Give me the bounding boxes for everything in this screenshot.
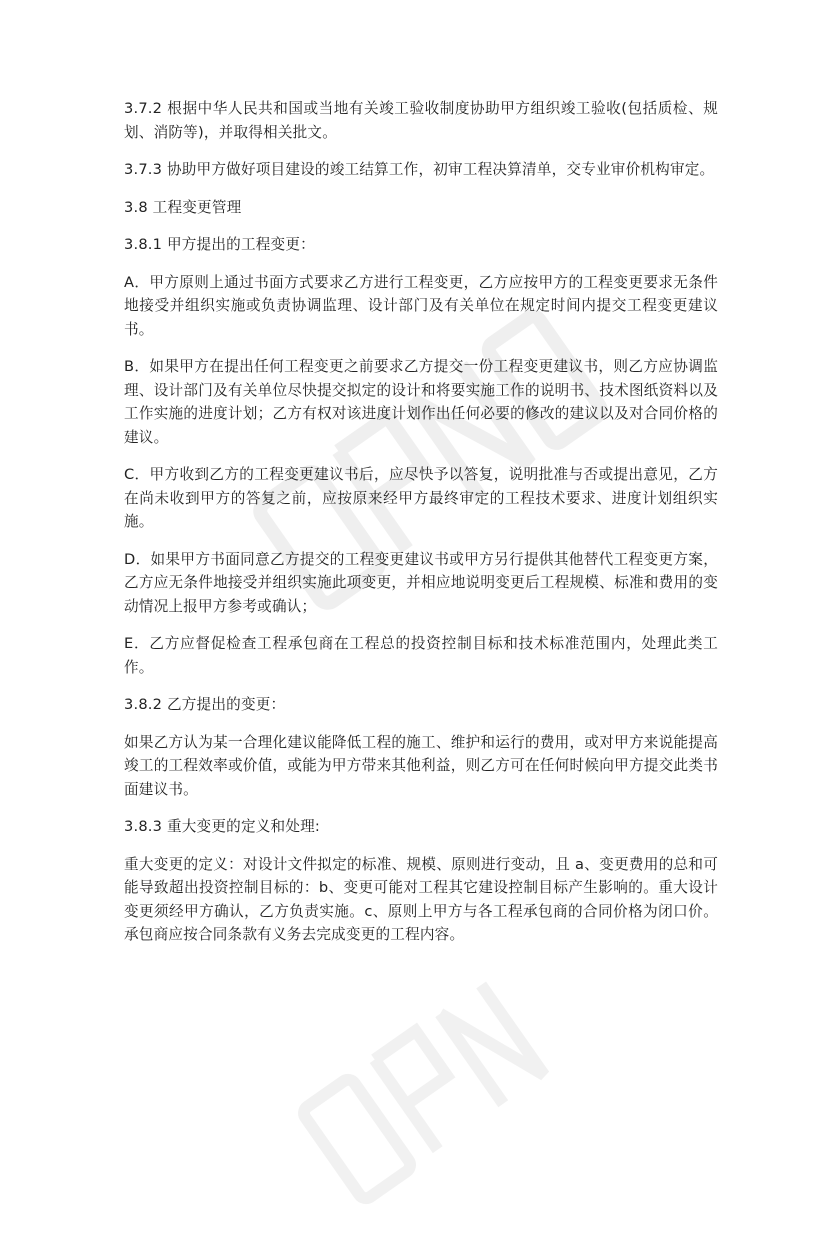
section-heading-3-8: 3.8 工程变更管理 xyxy=(124,198,242,216)
watermark-icon xyxy=(276,920,625,1240)
paragraph-item-c: C．甲方收到乙方的工程变更建议书后，应尽快予以答复，说明批准与否或提出意见，乙方在尚未收到甲方的答复之前，应按原来经甲方最终审定的工程技术要求、进度计划组织实施。 xyxy=(124,466,718,530)
paragraph-3-8-3-body: 重大变更的定义：对设计文件拟定的标准、规模、原则进行变动，且 a、变更费用的总和可能导致超出投资控制目标的：b、变更可能对工程其它建设控制目标产生影响的。重大设计变更须经甲方确认，乙方负责实施。c、原则上甲方与各工程承包商的合同价格为闭口价。承包商应按合同条款有义务去完成变更的工程内容。 xyxy=(124,855,718,943)
subsection-heading-3-8-3: 3.8.3 重大变更的定义和处理: xyxy=(124,818,321,835)
paragraph-3-7-2: 3.7.2 根据中华人民共和国或当地有关竣工验收制度协助甲方组织竣工验收(包括质检、规划、消防等)，并取得相关批文。 xyxy=(124,100,718,141)
subsection-heading-3-8-1: 3.8.1 甲方提出的工程变更： xyxy=(124,236,315,253)
paragraph-item-d: D．如果甲方书面同意乙方提交的工程变更建议书或甲方另行提供其他替代工程变更方案，乙方应无条件地接受并组织实施此项变更，并相应地说明变更后工程规模、标准和费用的变动情况上报甲方参考或确认； xyxy=(124,550,718,615)
document-body xyxy=(124,97,718,961)
paragraph-3-7-3: 3.7.3 协助甲方做好项目建设的竣工结算工作，初审工程决算清单，交专业审价机构审定。 xyxy=(124,161,715,178)
paragraph-item-e: E．乙方应督促检查工程承包商在工程总的投资控制目标和技术标准范围内，处理此类工作。 xyxy=(124,635,718,676)
paragraph-item-a: A．甲方原则上通过书面方式要求乙方进行工程变更，乙方应按甲方的工程变更要求无条件地接受并组织实施或负责协调监理、设计部门及有关单位在规定时间内提交工程变更建议书。 xyxy=(124,273,718,338)
paragraph-3-8-2-body: 如果乙方认为某一合理化建议能降低工程的施工、维护和运行的费用，或对甲方来说能提高竣工的工程效率或价值，或能为甲方带来其他利益，则乙方可在任何时候向甲方提交此类书面建议书。 xyxy=(124,733,718,798)
paragraph-item-b: B．如果甲方在提出任何工程变更之前要求乙方提交一份工程变更建议书，则乙方应协调监理、设计部门及有关单位尽快提交拟定的设计和将要实施工作的说明书、技术图纸资料以及工作实施的进度计划；乙方有权对该进度计划作出任何必要的修改的建议以及对合同价格的建议。 xyxy=(124,358,718,446)
subsection-heading-3-8-2: 3.8.2 乙方提出的变更： xyxy=(124,696,286,713)
